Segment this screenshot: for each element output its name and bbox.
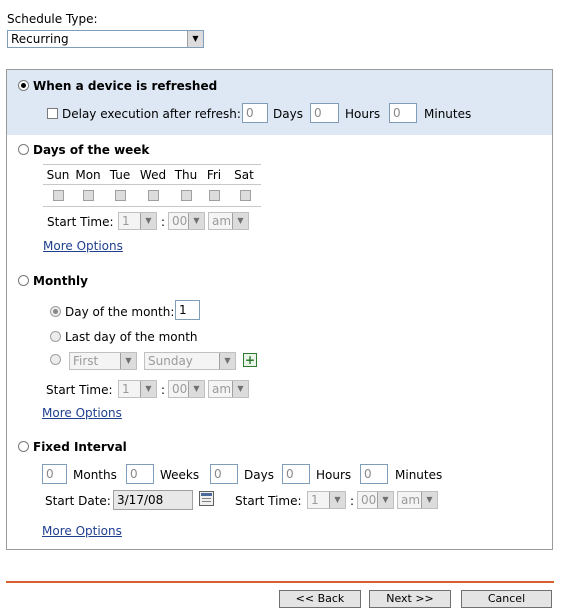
ordinal-select[interactable]: [69, 352, 137, 370]
last-day-label: Last day of the month: [65, 330, 198, 344]
cancel-button[interactable]: Cancel: [461, 590, 552, 608]
weekday-of-month-radio[interactable]: [50, 354, 61, 365]
next-button[interactable]: Next >>: [369, 590, 451, 608]
day-header-fri: Fri: [206, 168, 222, 182]
day-checkbox-mon[interactable]: [83, 190, 94, 201]
schedule-type-select[interactable]: [7, 30, 204, 48]
chevron-down-icon: ▼: [187, 31, 203, 47]
days-table-header-rule: [43, 184, 261, 185]
day-of-month-label: Day of the month:: [65, 305, 175, 319]
monthly-start-time-label: Start Time:: [46, 383, 113, 397]
monthly-hour-value: 1: [122, 382, 130, 396]
chevron-down-icon: ▼: [329, 492, 345, 508]
last-day-radio[interactable]: [50, 331, 61, 342]
monthly-ampm-select[interactable]: [208, 380, 249, 398]
fi-months-input[interactable]: 0: [42, 464, 67, 484]
chevron-down-icon: ▼: [120, 353, 136, 369]
ordinal-value: First: [73, 354, 99, 368]
fi-time-colon: :: [350, 494, 355, 508]
monthly-minute-select[interactable]: [168, 380, 205, 398]
dow-minute-select[interactable]: [168, 212, 205, 230]
add-plus-icon[interactable]: +: [244, 353, 256, 367]
schedule-type-value: Recurring: [11, 32, 69, 46]
fi-start-date-input[interactable]: 3/17/08: [113, 490, 193, 510]
fi-minute-select[interactable]: [357, 491, 394, 509]
chevron-down-icon: ▼: [140, 213, 156, 229]
refresh-minutes-input[interactable]: 0: [389, 103, 417, 123]
day-header-sat: Sat: [234, 168, 254, 182]
dow-start-time-label: Start Time:: [47, 215, 114, 229]
dow-minute-value: 00: [172, 214, 188, 228]
chevron-down-icon: ▼: [232, 213, 248, 229]
day-header-mon: Mon: [75, 168, 101, 182]
chevron-down-icon: ▼: [219, 353, 235, 369]
dow-hour-select[interactable]: [118, 212, 157, 230]
monthly-radio[interactable]: [18, 275, 29, 286]
back-button[interactable]: << Back: [279, 590, 361, 608]
fi-minutes-input[interactable]: 0: [360, 464, 388, 484]
delay-checkbox[interactable]: [47, 108, 58, 119]
fi-days-input[interactable]: 0: [210, 464, 238, 484]
fixed-interval-title: Fixed Interval: [33, 440, 127, 454]
dow-time-colon: :: [161, 215, 166, 229]
footer-rule: [6, 581, 554, 583]
monthly-minute-value: 00: [172, 382, 188, 396]
refresh-minutes-label: Minutes: [424, 107, 472, 121]
day-of-month-input[interactable]: 1: [175, 300, 200, 320]
dow-more-options-link[interactable]: More Options: [43, 239, 123, 253]
day-of-month-radio[interactable]: [50, 306, 61, 317]
days-of-week-title: Days of the week: [33, 143, 150, 157]
day-checkbox-sat[interactable]: [240, 190, 251, 201]
fi-start-time-label: Start Time:: [235, 494, 302, 508]
dow-ampm-value: am: [212, 214, 232, 228]
calendar-icon[interactable]: [199, 491, 214, 506]
fi-weeks-label: Weeks: [160, 468, 200, 482]
chevron-down-icon: ▼: [421, 492, 437, 508]
monthly-hour-select[interactable]: [118, 380, 157, 398]
chevron-down-icon: ▼: [188, 213, 204, 229]
monthly-ampm-value: am: [212, 382, 232, 396]
refresh-hours-label: Hours: [345, 107, 381, 121]
fi-minute-value: 00: [361, 493, 377, 507]
fi-hours-label: Hours: [316, 468, 352, 482]
day-checkbox-sun[interactable]: [53, 190, 64, 201]
day-checkbox-thu[interactable]: [181, 190, 192, 201]
weekday-select[interactable]: [144, 352, 236, 370]
refresh-days-label: Days: [273, 107, 303, 121]
day-header-tue: Tue: [109, 168, 131, 182]
day-header-wed: Wed: [139, 168, 167, 182]
monthly-time-colon: :: [161, 383, 166, 397]
day-checkbox-tue[interactable]: [115, 190, 126, 201]
fi-more-options-link[interactable]: More Options: [42, 524, 122, 538]
day-header-thu: Thu: [174, 168, 198, 182]
refresh-radio[interactable]: [18, 80, 29, 91]
fi-start-date-label: Start Date:: [45, 494, 111, 508]
fixed-interval-radio[interactable]: [18, 441, 29, 452]
refresh-days-input[interactable]: 0: [242, 103, 268, 123]
refresh-title: When a device is refreshed: [33, 79, 218, 93]
fi-ampm-value: am: [401, 493, 421, 507]
delay-label: Delay execution after refresh:: [62, 107, 241, 121]
fi-months-label: Months: [73, 468, 117, 482]
chevron-down-icon: ▼: [232, 381, 248, 397]
days-of-week-radio[interactable]: [18, 144, 29, 155]
fi-hour-select[interactable]: [307, 491, 346, 509]
dow-hour-value: 1: [122, 214, 130, 228]
day-checkbox-wed[interactable]: [148, 190, 159, 201]
day-checkbox-fri[interactable]: [209, 190, 220, 201]
days-table-bottom-rule: [43, 206, 261, 207]
monthly-more-options-link[interactable]: More Options: [42, 406, 122, 420]
chevron-down-icon: ▼: [140, 381, 156, 397]
refresh-hours-input[interactable]: 0: [310, 103, 339, 123]
fi-minutes-label: Minutes: [395, 468, 443, 482]
fi-ampm-select[interactable]: [397, 491, 438, 509]
day-header-sun: Sun: [46, 168, 70, 182]
fi-hours-input[interactable]: 0: [282, 464, 310, 484]
days-table-top-rule: [43, 164, 261, 165]
fi-weeks-input[interactable]: 0: [126, 464, 154, 484]
schedule-type-label: Schedule Type:: [7, 12, 98, 26]
chevron-down-icon: ▼: [188, 381, 204, 397]
fi-hour-value: 1: [311, 493, 319, 507]
fi-days-label: Days: [244, 468, 274, 482]
chevron-down-icon: ▼: [377, 492, 393, 508]
weekday-value: Sunday: [148, 354, 193, 368]
monthly-title: Monthly: [33, 274, 88, 288]
dow-ampm-select[interactable]: [208, 212, 249, 230]
